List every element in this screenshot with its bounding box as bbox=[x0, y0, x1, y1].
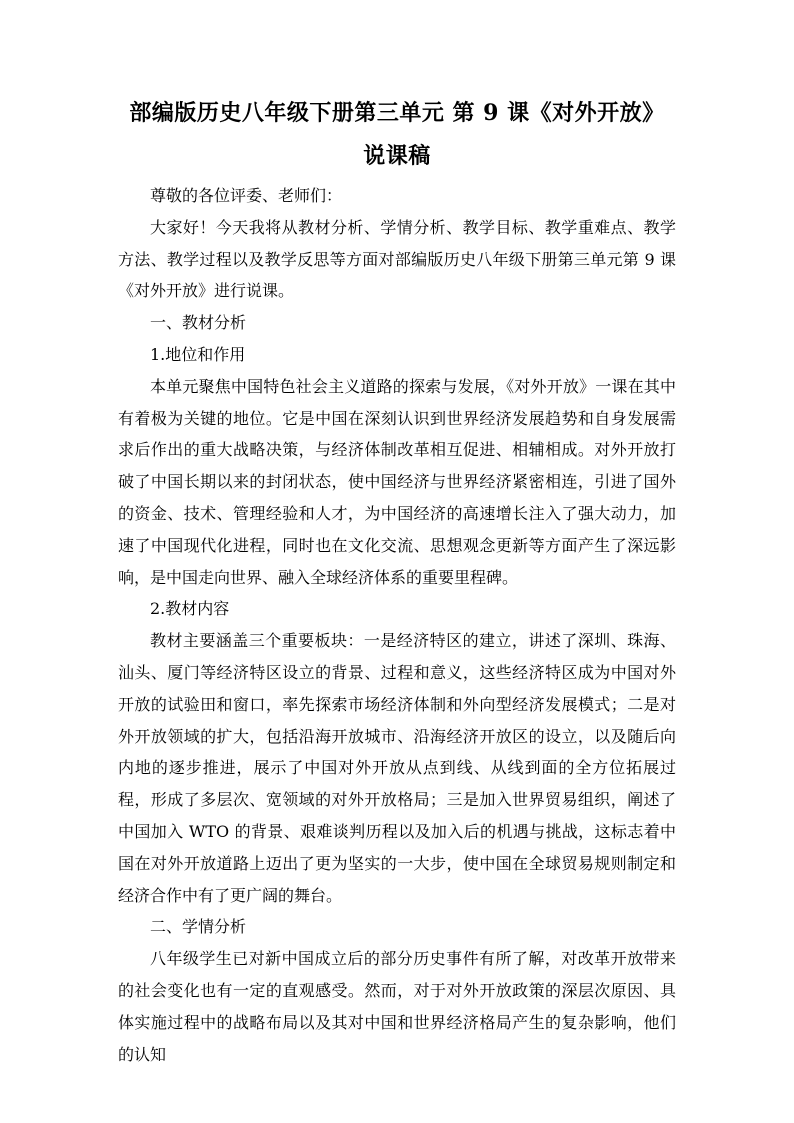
title-line-1: 部编版历史八年级下册第三单元 第 9 课《对外开放》 bbox=[129, 100, 665, 126]
subsection-heading-content: 2.教材内容 bbox=[150, 599, 230, 619]
title-line-2: 说课稿 bbox=[363, 143, 431, 169]
status-paragraph: 本单元聚焦中国特色社会主义道路的探索与发展，《对外开放》一课在其中有着极为关键的地位。它是中国在深刻认识到世界经济发展趋势和自身发展需求后作出的重大战略决策，与经济体制改革相互促进、相辅相成。对外开放打破了中国长期以来的封闭状态，使中国经济与世界经济紧密相连，引进了国外的资金、技术、管理经验和人才，为中国经济的高速增长注入了强大动力，加速了中国现代化进程，同时也在文化交流、思想观念更新等方面产生了深远影响，是中国走向世界、融入全球经济体系的重要里程碑。 bbox=[118, 376, 676, 587]
student-analysis-paragraph: 八年级学生已对新中国成立后的部分历史事件有所了解，对改革开放带来的社会变化也有一定的直观感受。然而，对于对外开放政策的深层次原因、具体实施过程中的战略布局以及其对中国和世界经济格局产生的复杂影响，他们的认知 bbox=[118, 949, 676, 1064]
subsection-heading-status: 1.地位和作用 bbox=[150, 344, 246, 364]
document-title bbox=[118, 92, 676, 178]
greeting: 尊敬的各位评委、老师们： bbox=[150, 186, 343, 205]
content-paragraph: 教材主要涵盖三个重要板块：一是经济特区的建立，讲述了深圳、珠海、汕头、厦门等经济特区设立的背景、过程和意义，这些经济特区成为中国对外开放的试验田和窗口，率先探索市场经济体制和外向型经济发展模式；二是对外开放领域的扩大，包括沿海开放城市、沿海经济开放区的设立，以及随后向内地的逐步推进，展示了中国对外开放从点到线、从线到面的全方位拓展过程，形成了多层次、宽领域的对外开放格局；三是加入世界贸易组织，阐述了中国加入 WTO 的背景、艰难谈判历程以及加入后的机遇与挑战，这标志着中国在对外开放道路上迈出了更为坚实的一大步，使中国在全球贸易规则制定和经济合作中有了更广阔的舞台。 bbox=[118, 631, 676, 905]
section-heading-student-analysis: 二、学情分析 bbox=[150, 917, 247, 937]
section-heading-textbook-analysis: 一、教材分析 bbox=[150, 313, 247, 333]
intro-paragraph: 大家好！今天我将从教材分析、学情分析、教学目标、教学重难点、教学方法、教学过程以及教学反思等方面对部编版历史八年级下册第三单元第 9 课《对外开放》进行说课。 bbox=[118, 217, 676, 301]
document-body bbox=[118, 180, 676, 1070]
